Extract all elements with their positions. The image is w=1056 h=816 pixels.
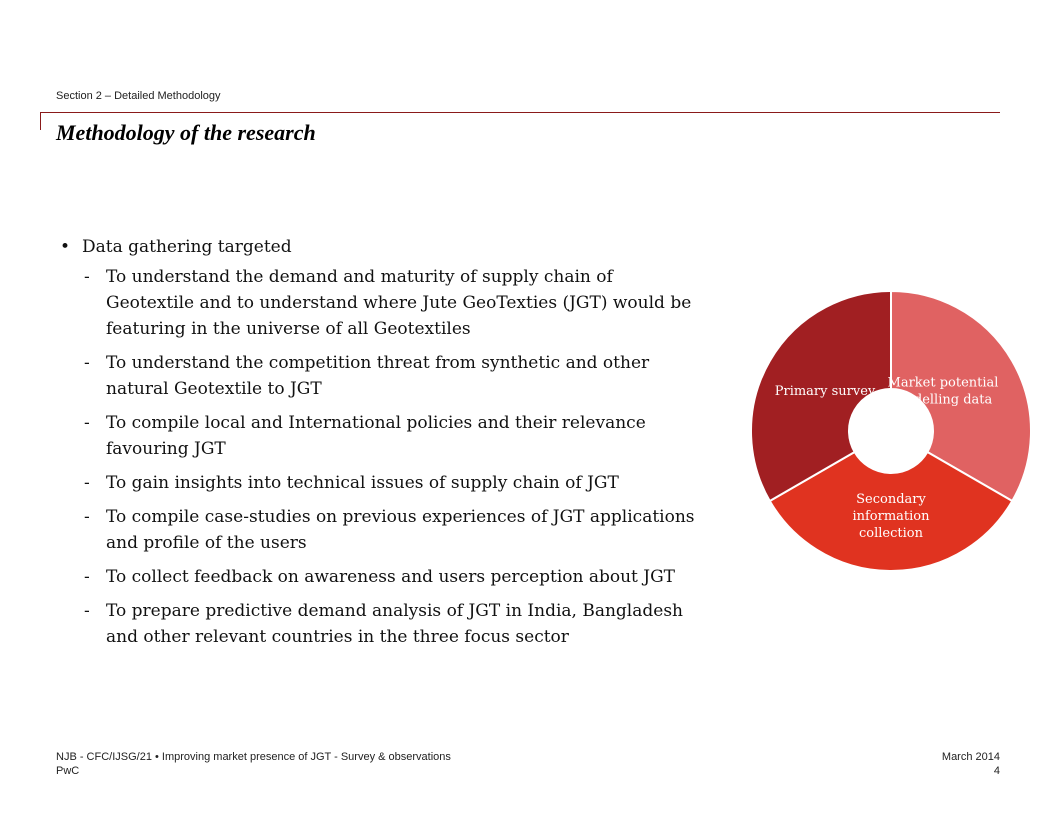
sub-item-text: To compile local and International policies and their relevance favouring JGT <box>106 413 646 459</box>
dash-icon: - <box>84 413 90 433</box>
sub-item-text: To compile case-studies on previous experiences of JGT applications and profile of the users <box>106 507 695 553</box>
sub-item-text: To prepare predictive demand analysis of JGT in India, Bangladesh and other relevant countries in the three focus sector <box>106 601 683 647</box>
sub-item <box>56 410 696 462</box>
header-rule <box>40 112 1000 113</box>
footer-right <box>942 750 1000 778</box>
sub-item <box>56 264 696 342</box>
dash-icon: - <box>84 567 90 587</box>
dash-icon: - <box>84 353 90 373</box>
dash-icon: - <box>84 473 90 493</box>
sub-item-text: To understand the demand and maturity of supply chain of Geotextile and to understand where Jute GeoTexties (JGT) would be featuring in the universe of all Geotextiles <box>106 267 692 339</box>
sub-item <box>56 470 696 496</box>
donut-segment-label: Primary survey <box>774 384 876 399</box>
sub-item-text: To understand the competition threat from synthetic and other natural Geotextile to JGT <box>106 353 650 399</box>
page-number: 4 <box>993 765 1000 777</box>
sub-item <box>56 350 696 402</box>
methodology-content <box>56 234 696 658</box>
dash-icon: - <box>84 507 90 527</box>
sub-item <box>56 504 696 556</box>
sub-item-text: To gain insights into technical issues of supply chain of JGT <box>106 473 619 493</box>
footer-date: March 2014 <box>941 751 1000 763</box>
sub-item <box>56 598 696 650</box>
donut-segment-label: Market potential modelling data <box>887 375 999 408</box>
page-title: Methodology of the research <box>56 120 316 145</box>
header-rule-tick <box>40 112 41 130</box>
bullet-text: Data gathering targeted <box>82 237 292 257</box>
sub-item <box>56 564 696 590</box>
dash-icon: - <box>84 601 90 621</box>
bullet-item <box>56 234 696 260</box>
donut-segment-label: Secondary information collection <box>852 492 930 541</box>
footer-doc-ref: NJB - CFC/IJSG/21 • Improving market presence of JGT - Survey & observations <box>56 751 451 763</box>
donut-chart <box>748 288 1034 580</box>
sub-item-text: To collect feedback on awareness and users perception about JGT <box>106 567 676 587</box>
footer-company: PwC <box>56 765 80 777</box>
bullet-dot-icon: • <box>60 237 71 257</box>
dash-icon: - <box>84 267 90 287</box>
footer-left <box>56 750 451 778</box>
section-label: Section 2 – Detailed Methodology <box>56 90 221 102</box>
